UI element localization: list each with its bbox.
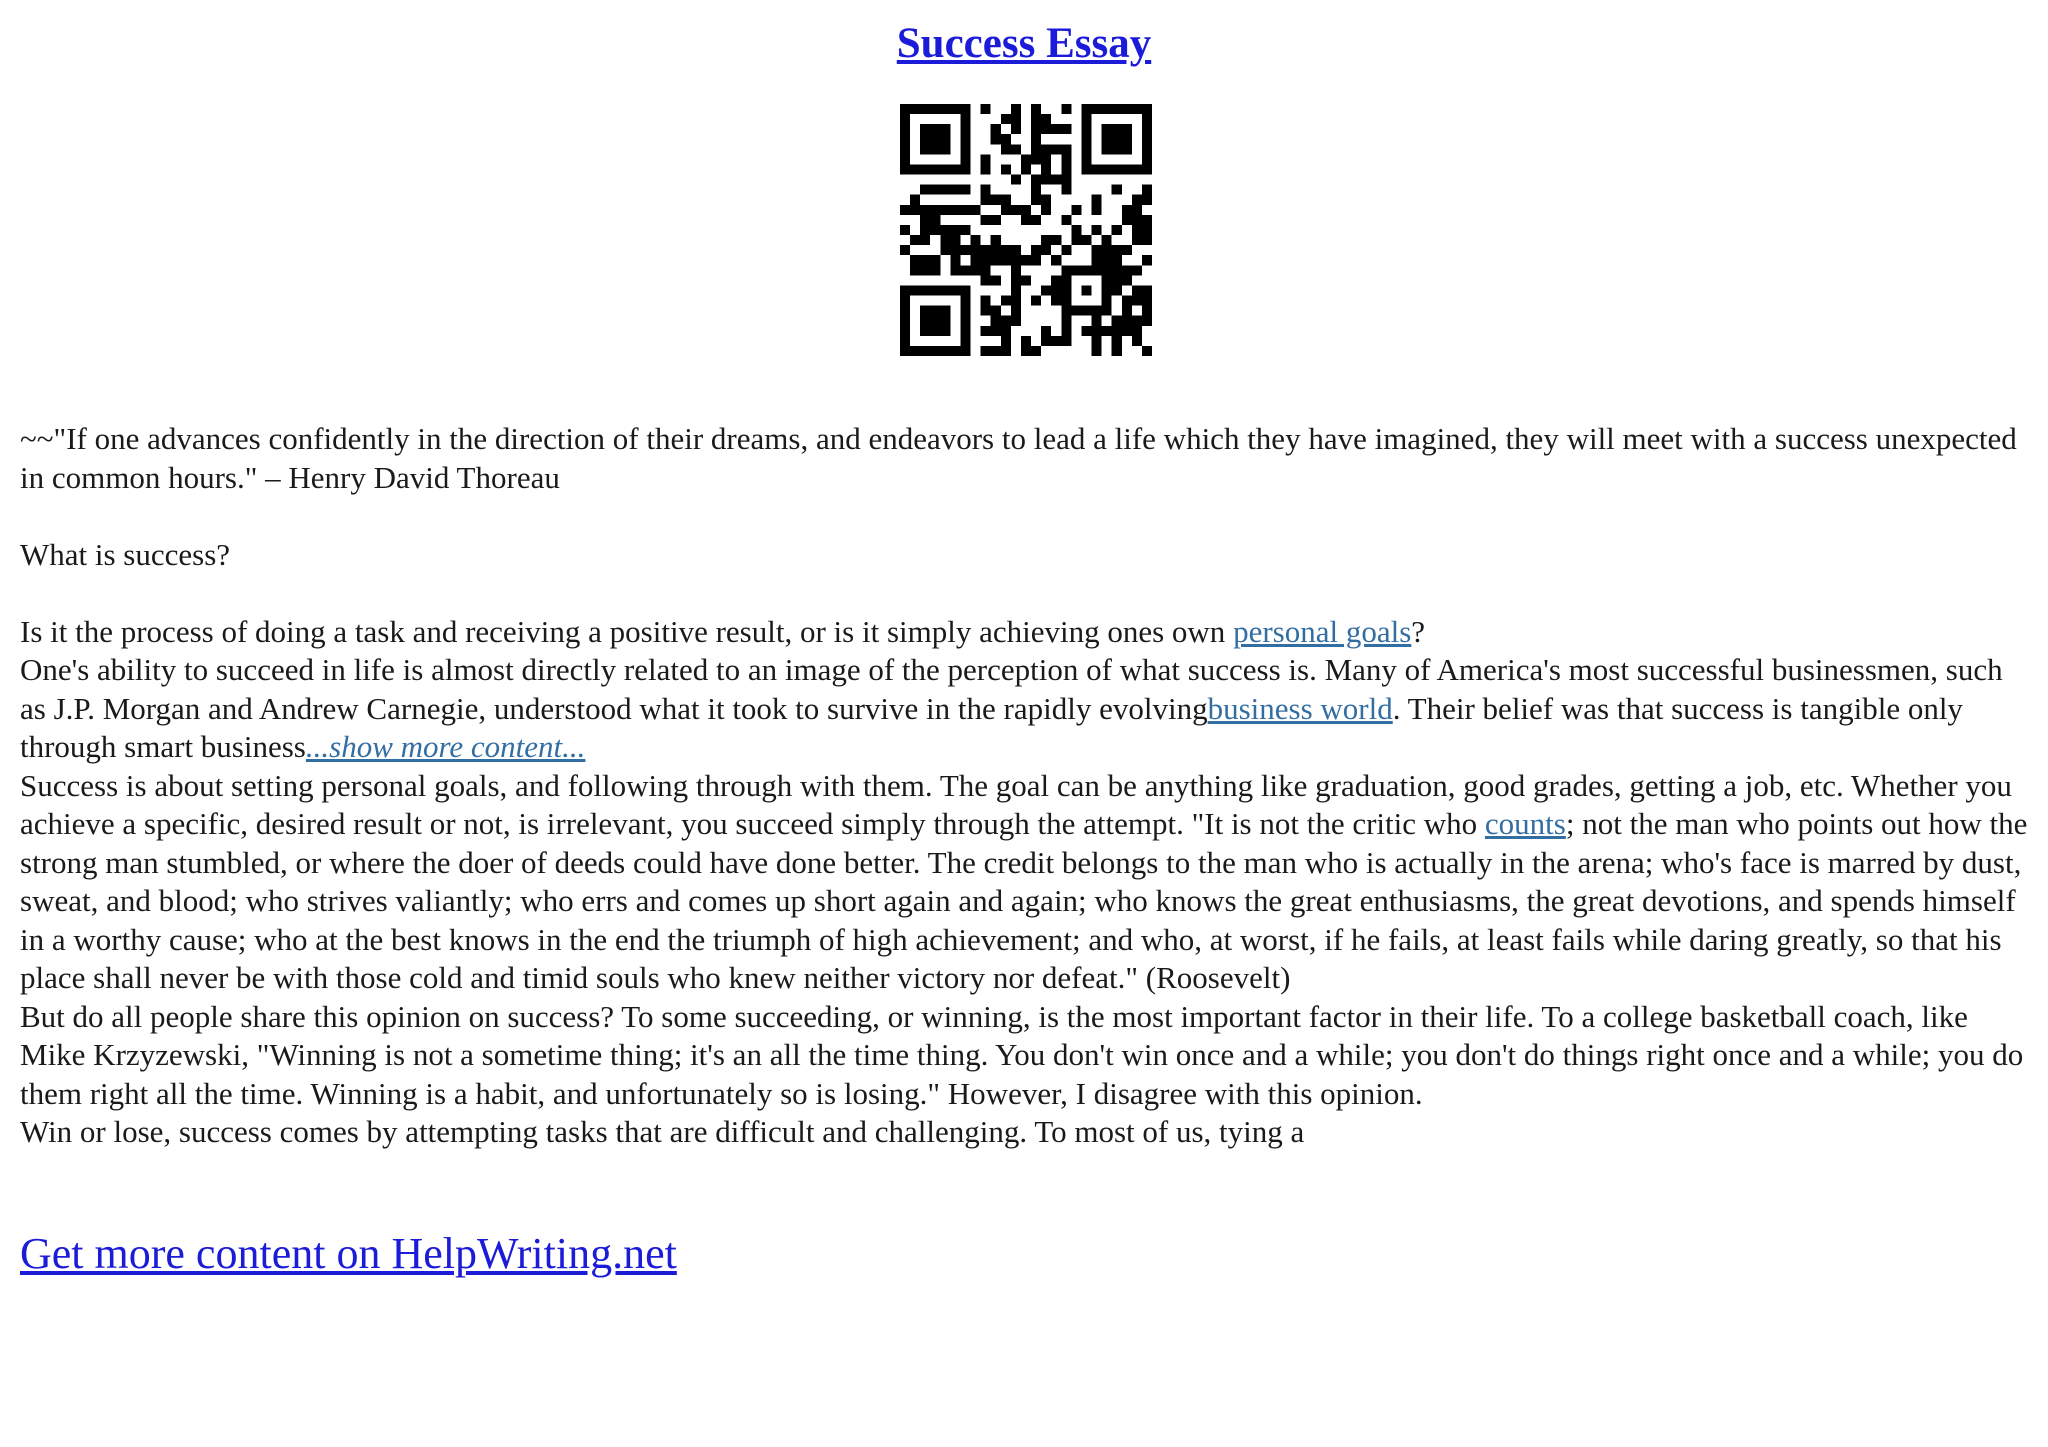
counts-link[interactable]: counts [1484, 806, 1566, 841]
opening-quote: ~~"If one advances confidently in the direction of their dreams, and endeavors to lead a life which they have imagined, they will meet with a success unexpected in common hours." – Henry David Thoreau [20, 421, 2017, 495]
helpwriting-link[interactable]: Get more content on HelpWriting.net [20, 1229, 677, 1278]
paragraph-2 [20, 651, 2030, 767]
qr-code-icon [900, 104, 1152, 356]
essay-question: What is success? [20, 536, 231, 572]
personal-goals-link[interactable]: personal goals [1233, 613, 1412, 649]
show-more-link[interactable]: ...show more content... [305, 729, 586, 764]
paragraph-3-text: Success is about setting personal goals, and following through with them. The goal can be anything like graduation, good grades, getting a job, etc. Whether you achieve a specific, desired result or not, is irrelevant, you succeed simply through the attempt. "It is not the critic who [20, 767, 2012, 841]
paragraph-1-end: ? [1411, 613, 1426, 649]
qr-code-graphic [900, 104, 1152, 356]
essay-body [20, 420, 2030, 1152]
paragraph-4: But do all people share this opinion on success? To some succeeding, or winning, is the most important factor in their life. To a college basketball coach, like Mike Krzyzewski, "Winning is not a sometime thing; it's an all the time thing. You don't win once and a while; you don't do things right once and a while; you do them right all the time. Winning is a habit, and unfortunately so is losing." However, I disagree with this opinion. [20, 998, 2024, 1111]
paragraph-5: Win or lose, success comes by attempting tasks that are difficult and challenging. To most of us, tying a [20, 1114, 1305, 1149]
spacer [20, 574, 2030, 613]
title-link[interactable]: Success Essay [896, 20, 1152, 67]
paragraph-2-mid: . Their belief was that success is tangible only through smart business [20, 690, 1963, 764]
business-world-link[interactable]: business world [1207, 690, 1393, 726]
paragraph-3-end: ; not the man who points out how the strong man stumbled, or where the doer of deeds could have done better. The credit belongs to the man who is actually in the arena; who's face is marred by dust, sweat, and blood; who strives valiantly; who errs and comes up short again and again; who knows the great enthusiasms, the great devotions, and spends himself in a worthy cause; who at the best knows in the end the triumph of high achievement; and who, at worst, if he fails, at least fails while daring greatly, so that his place shall never be with those cold and timid souls who knew neither victory nor defeat." (Roosevelt) [20, 806, 2028, 995]
page-title [0, 18, 2048, 70]
spacer [20, 497, 2030, 536]
paragraph-1-text: Is it the process of doing a task and receiving a positive result, or is it simply achieving ones own [20, 613, 1234, 649]
paragraph-1 [20, 613, 2030, 652]
paragraph-2-text: One's ability to succeed in life is almost directly related to an image of the perception of what success is. Many of America's most successful businessmen, such as J.P. Morgan and Andrew Carnegie, understood what it took to survive in the rapidly evolving [20, 652, 2003, 726]
paragraph-3 [20, 767, 2030, 998]
footer [20, 1228, 677, 1281]
